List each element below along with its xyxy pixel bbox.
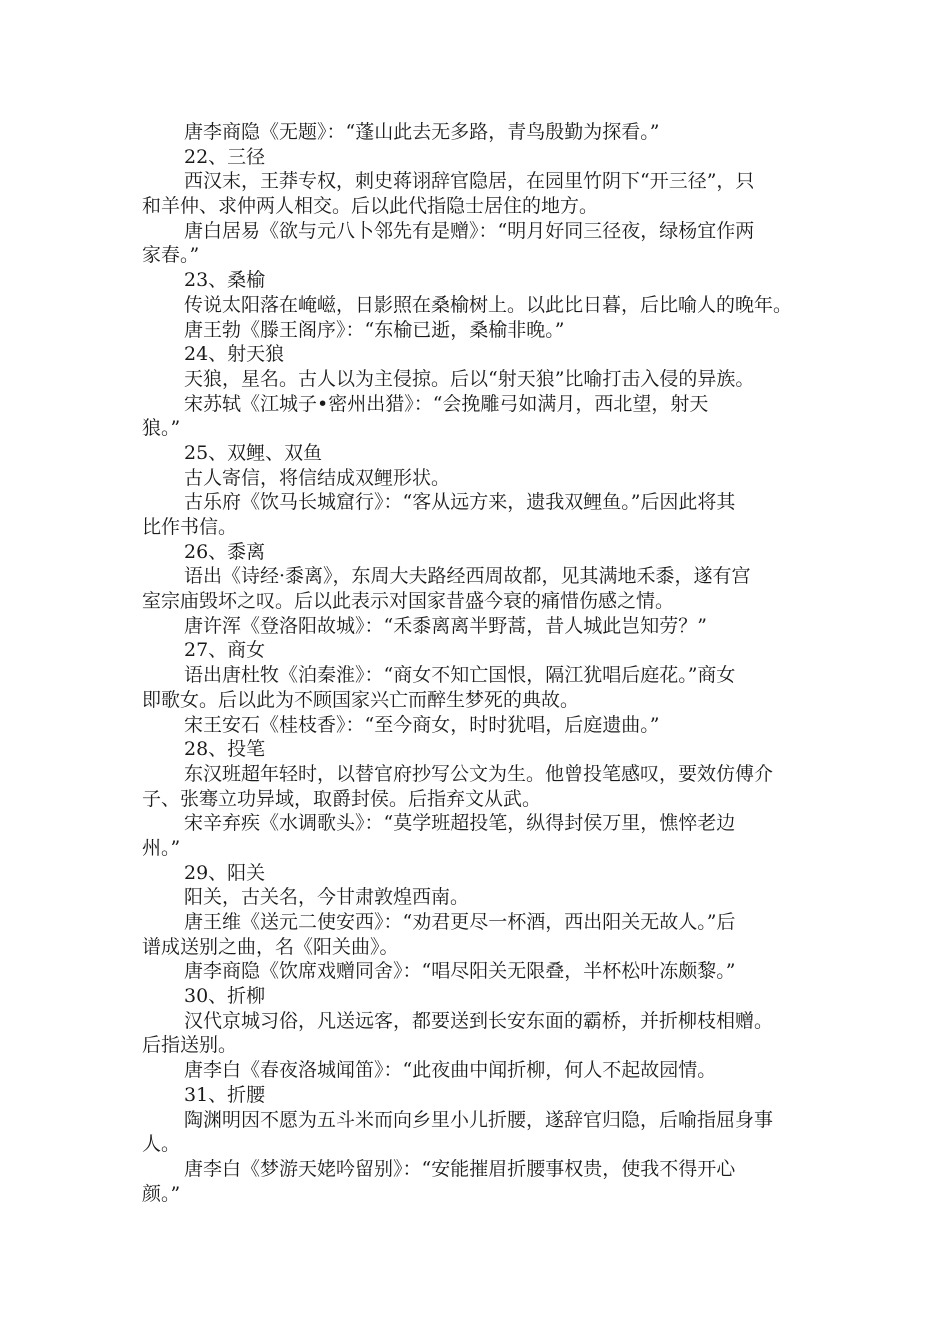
text-line: 西汉末，王莽专权，刺史蒋诩辞官隐居，在园里竹阴下“开三径”，只 — [184, 170, 755, 193]
section-heading: 29、阳关 — [184, 861, 266, 884]
text-line: 唐李白《梦游天姥吟留别》：“安能摧眉折腰事权贵，使我不得开心 — [184, 1157, 736, 1180]
text-line: 唐王勃《滕王阁序》：“东榆已逝，桑榆非晚。” — [184, 318, 565, 341]
text-line: 语出《诗经·黍离》，东周大夫路经西周故都，见其满地禾黍，遂有宫 — [184, 565, 751, 588]
text-line: 宋王安石《桂枝香》：“至今商女，时时犹唱，后庭遗曲。” — [184, 713, 660, 736]
section-heading: 30、折柳 — [184, 985, 266, 1008]
text-line: 即歌女。后以此为不顾国家兴亡而醉生梦死的典故。 — [142, 688, 580, 711]
text-line: 唐李商隐《无题》：“蓬山此去无多路，青鸟殷勤为探看。” — [184, 121, 660, 143]
text-line: 州。” — [142, 836, 181, 859]
text-line: 古人寄信，将信结成双鲤形状。 — [184, 466, 451, 489]
text-line: 传说太阳落在崦嵫，日影照在桑榆树上。以此比日暮，后比喻人的晚年。 — [184, 293, 793, 316]
text-line: 颜。” — [142, 1182, 181, 1205]
section-heading: 31、折腰 — [184, 1083, 266, 1106]
text-line: 语出唐杜牧《泊秦淮》：“商女不知亡国恨，隔江犹唱后庭花。”商女 — [184, 664, 736, 687]
text-line: 陶渊明因不愿为五斗米而向乡里小儿折腰，遂辞官归隐，后喻指屈身事 — [184, 1108, 774, 1131]
section-heading: 26、黍离 — [184, 540, 266, 563]
text-line: 宋苏轼《江城子•密州出猎》：“会挽雕弓如满月，西北望，射天 — [184, 392, 709, 415]
section-heading: 24、射天狼 — [184, 343, 285, 366]
text-line: 人。 — [142, 1133, 181, 1156]
text-line: 室宗庙毁坏之叹。后以此表示对国家昔盛今衰的痛惜伤感之情。 — [142, 590, 675, 613]
text-line: 汉代京城习俗，凡送远客，都要送到长安东面的霸桥，并折柳枝相赠。 — [184, 1009, 774, 1032]
section-heading: 28、投笔 — [184, 738, 266, 761]
text-line: 东汉班超年轻时，以替官府抄写公文为生。他曾投笔感叹，要效仿傅介 — [184, 762, 774, 785]
text-line: 天狼，星名。古人以为主侵掠。后以“射天狼”比喻打击入侵的异族。 — [184, 367, 755, 390]
text-line: 比作书信。 — [142, 516, 238, 538]
text-line: 狼。” — [142, 417, 181, 440]
section-heading: 22、三径 — [184, 145, 266, 168]
section-heading: 23、桑榆 — [184, 269, 266, 292]
text-line: 子、张骞立功异域，取爵封侯。后指弃文从武。 — [142, 787, 542, 810]
section-heading: 27、商女 — [184, 639, 266, 662]
text-line: 和羊仲、求仲两人相交。后以此代指隐士居住的地方。 — [142, 195, 599, 218]
text-line: 唐李商隐《饮席戏赠同舍》：“唱尽阳关无限叠，半杯松叶冻颇黎。” — [184, 960, 736, 983]
text-line: 后指送别。 — [142, 1034, 238, 1057]
text-line: 家春。” — [142, 244, 200, 267]
document-page — [142, 120, 810, 1206]
text-line: 唐许浑《登洛阳故城》：“禾黍离离半野蒿，昔人城此岂知劳？” — [184, 614, 707, 637]
text-line: 阳关，古关名，今甘肃敦煌西南。 — [184, 886, 470, 909]
text-line: 谱成送别之曲，名《阳关曲》。 — [142, 935, 399, 958]
text-line: 唐白居易《欲与元八卜邻先有是赠》：“明月好同三径夜，绿杨宜作两 — [184, 219, 755, 242]
text-line: 唐李白《春夜洛城闻笛》：“此夜曲中闻折柳，何人不起故园情。 — [184, 1059, 717, 1082]
section-heading: 25、双鲤、双鱼 — [184, 441, 323, 464]
text-line: 古乐府《饮马长城窟行》：“客从远方来，遗我双鲤鱼。”后因此将其 — [184, 491, 736, 514]
text-line: 宋辛弃疾《水调歌头》：“莫学班超投笔，纵得封侯万里，憔悴老边 — [184, 812, 736, 835]
text-line: 唐王维《送元二使安西》：“劝君更尽一杯酒，西出阳关无故人。”后 — [184, 911, 736, 933]
